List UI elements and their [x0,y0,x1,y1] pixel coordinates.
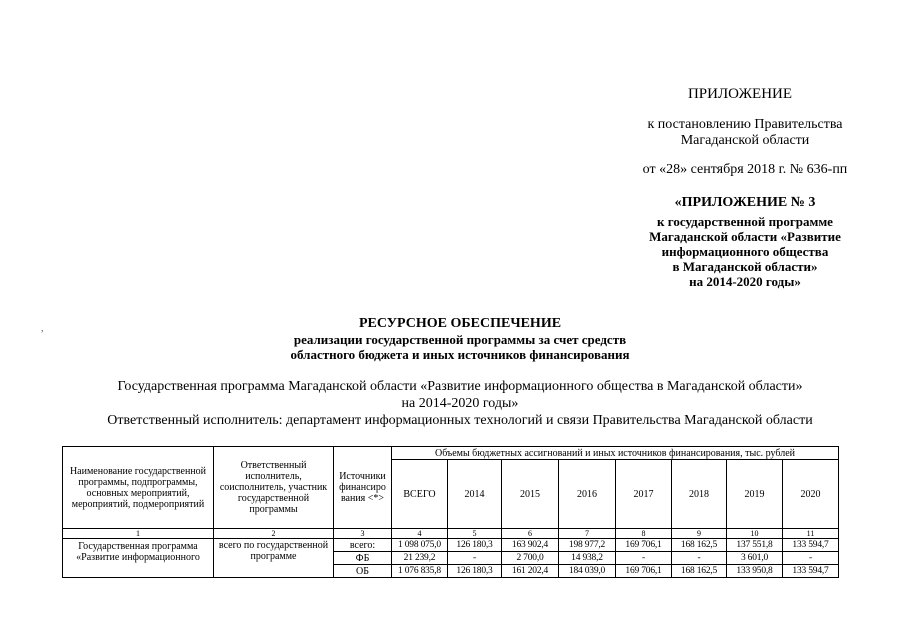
value-cell: 126 180,3 [448,539,502,552]
value-cell: 14 938,2 [559,552,616,565]
column-number: 2 [214,529,334,539]
value-cell: 133 594,7 [783,539,839,552]
value-cell: 3 601,0 [727,552,783,565]
subtitle-line-2: областного бюджета и иных источников финансирования [290,347,630,362]
column-number: 9 [672,529,727,539]
value-cell: 163 902,4 [502,539,559,552]
column-number: 8 [616,529,672,539]
header-volume: Объемы бюджетных ассигнований и иных источников финансирования, тыс. рублей [392,447,839,460]
column-number: 1 [63,529,214,539]
column-number: 7 [559,529,616,539]
value-cell: 169 706,1 [616,539,672,552]
column-number: 5 [448,529,502,539]
executor-cell: всего по государственной программе [214,539,334,578]
value-cell: 21 239,2 [392,552,448,565]
appendix-heading: ПРИЛОЖЕНИЕ [687,86,793,102]
table-row [63,539,839,552]
responsible-executor: Ответственный исполнитель: департамент информационных технологий и связи Правительства Магаданской области [107,413,813,428]
header-year: 2017 [616,460,672,529]
scan-mark: , [41,323,44,334]
program-ref-line-1: к государственной программе [657,214,833,229]
program-cell: Государственная программа «Развитие информационного [63,539,214,578]
resolution-reference [600,117,890,149]
header-year: 2016 [559,460,616,529]
value-cell: - [672,552,727,565]
header-year: 2018 [672,460,727,529]
column-number: 11 [783,529,839,539]
header-year: ВСЕГО [392,460,448,529]
source-cell: всего: [334,539,392,552]
value-cell: 126 180,3 [448,565,502,578]
program-ref-line-2: Магаданской области «Развитие [649,229,841,244]
value-cell: - [616,552,672,565]
value-cell: 168 162,5 [672,565,727,578]
header-year: 2015 [502,460,559,529]
column-number: 4 [392,529,448,539]
value-cell: 133 950,8 [727,565,783,578]
header-year: 2020 [783,460,839,529]
document-subtitle [160,332,760,362]
header-source: Источники финансиро вания <*> [334,447,392,529]
program-ref-line-5: на 2014-2020 годы» [689,274,801,289]
value-cell: - [448,552,502,565]
header-name: Наименование государственной программы, подпрограммы, основных мероприятий, мероприятий, подмероприятий [63,447,214,529]
value-cell: 2 700,0 [502,552,559,565]
source-cell: ФБ [334,552,392,565]
header-year: 2019 [727,460,783,529]
program-name-line-2: на 2014-2020 годы» [401,396,519,411]
value-cell: 1 076 835,8 [392,565,448,578]
document-title: РЕСУРСНОЕ ОБЕСПЕЧЕНИЕ [358,316,562,331]
resolution-line-2: Магаданской области [680,133,810,148]
subtitle-line-1: реализации государственной программы за счет средств [293,332,627,347]
value-cell: 161 202,4 [502,565,559,578]
column-number: 6 [502,529,559,539]
source-cell: ОБ [334,565,392,578]
program-ref-line-4: в Магаданской области» [672,259,818,274]
appendix-3-heading: «ПРИЛОЖЕНИЕ № 3 [674,195,816,210]
program-name [40,378,880,412]
value-cell: 184 039,0 [559,565,616,578]
header-executor: Ответственный исполнитель, соисполнитель, участник государственной программы [214,447,334,529]
value-cell: 1 098 075,0 [392,539,448,552]
resolution-date: от «28» сентября 2018 г. № 636-пп [642,162,848,177]
program-ref-line-3: информационного общества [661,244,829,259]
resource-table [62,446,839,578]
value-cell: 137 551,8 [727,539,783,552]
program-name-line-1: Государственная программа Магаданской области «Развитие информационного общества в Магаданской области» [117,379,803,394]
resolution-line-1: к постановлению Правительства [647,117,843,132]
value-cell: 169 706,1 [616,565,672,578]
column-number: 10 [727,529,783,539]
value-cell: 198 977,2 [559,539,616,552]
header-year: 2014 [448,460,502,529]
program-reference [600,214,890,289]
value-cell: 168 162,5 [672,539,727,552]
value-cell: 133 594,7 [783,565,839,578]
value-cell: - [783,552,839,565]
column-number: 3 [334,529,392,539]
